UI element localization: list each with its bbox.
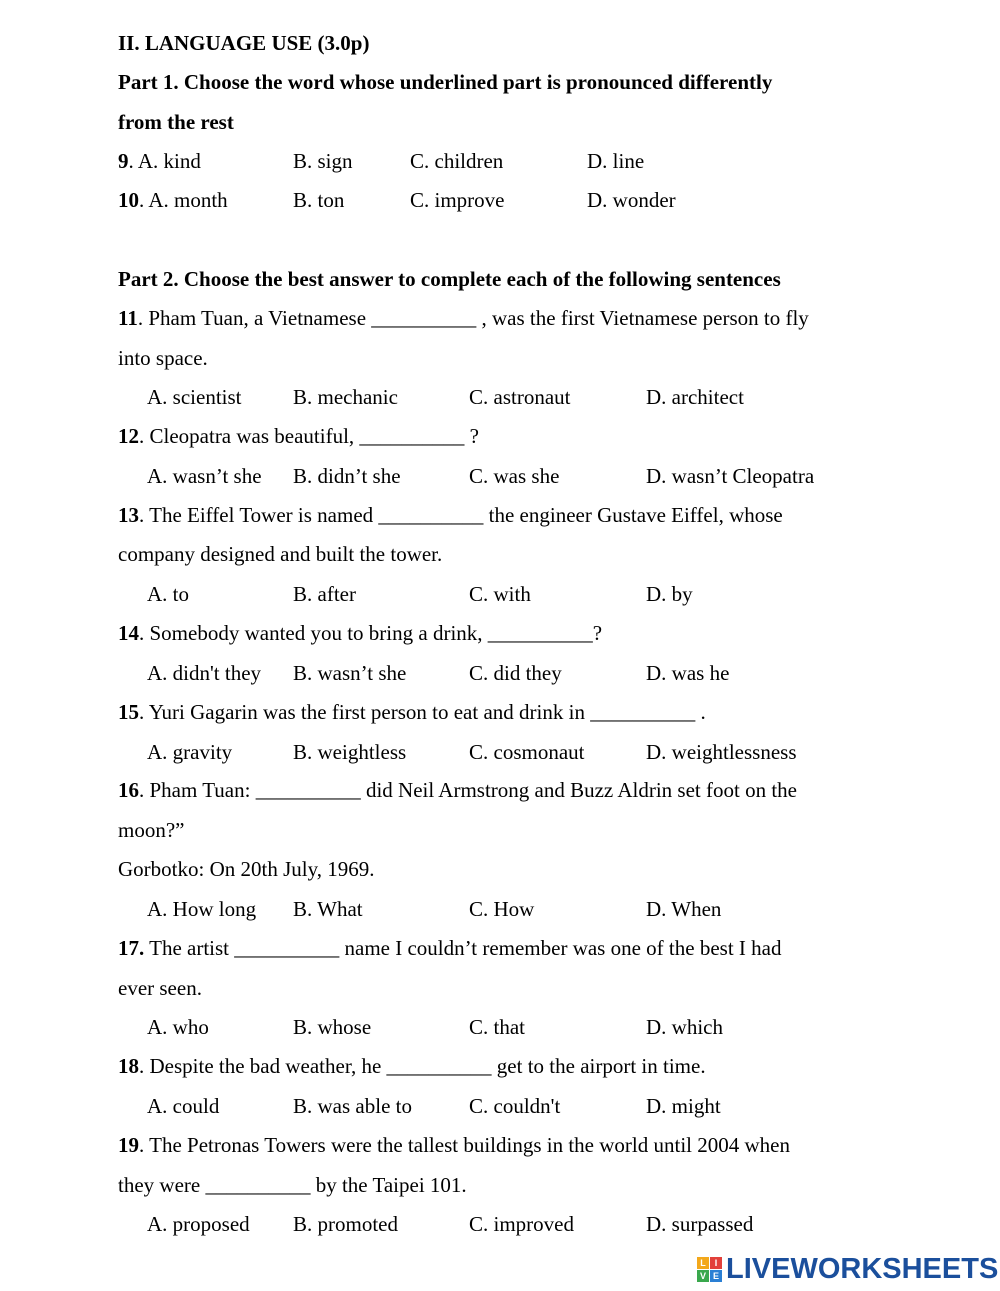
logo-mark-letter: I [710,1257,722,1269]
option-a[interactable]: A. wasn’t she [147,464,262,488]
logo-mark-letter: E [710,1270,722,1282]
question-number: 17. [118,936,145,960]
option-d[interactable]: D. line [587,149,645,173]
option-c[interactable]: C. that [469,1015,525,1039]
option-a[interactable]: A. could [147,1094,220,1118]
option-b[interactable]: B. What [293,897,363,921]
option-d[interactable]: D. wonder [587,188,676,212]
option-c[interactable]: C. did they [469,661,562,685]
question-number: 19 [118,1133,139,1157]
option-b[interactable]: B. sign [293,149,353,173]
option-a[interactable]: A. scientist [147,385,242,409]
question-stem: . Pham Tuan: __________ did Neil Armstrong and Buzz Aldrin set foot on the [139,778,797,802]
option-a[interactable]: A. gravity [147,740,233,764]
option-c[interactable]: C. astronaut [469,385,571,409]
option-a[interactable]: A. who [147,1015,209,1039]
option-d[interactable]: D. by [646,582,693,606]
option-c[interactable]: C. was she [469,464,560,488]
option-d[interactable]: D. weightlessness [646,740,797,764]
question-18 [118,1053,706,1079]
question-16-cont: moon?” [118,818,185,842]
option-d[interactable]: D. which [646,1015,723,1039]
question-11 [118,305,809,331]
question-13-cont: company designed and built the tower. [118,542,443,566]
question-number: 11 [118,306,138,330]
logo-text: LIVEWORKSHEETS [726,1252,999,1285]
option-b[interactable]: B. was able to [293,1094,412,1118]
logo-mark-icon [697,1257,722,1282]
option-b[interactable]: B. wasn’t she [293,661,407,685]
section-title: II. LANGUAGE USE (3.0p) [118,31,370,55]
option-a[interactable]: A. didn't they [147,661,262,685]
option-b[interactable]: B. after [293,582,356,606]
option-b[interactable]: B. mechanic [293,385,398,409]
question-12 [118,423,479,449]
question-stem: . Somebody wanted you to bring a drink, __________? [139,621,603,645]
question-stem: . A. month [139,188,228,212]
question-stem: . A. kind [128,149,201,173]
question-number: 15 [118,700,139,724]
logo-mark-letter: V [697,1270,709,1282]
question-number: 13 [118,503,139,527]
liveworksheets-logo[interactable] [697,1252,998,1286]
option-d[interactable]: D. might [646,1094,721,1118]
question-9 [118,148,201,174]
question-15 [118,699,706,725]
question-16-reply: Gorbotko: On 20th July, 1969. [118,857,375,881]
option-c[interactable]: C. cosmonaut [469,740,585,764]
option-d[interactable]: D. was he [646,661,730,685]
logo-mark-letter: L [697,1257,709,1269]
option-b[interactable]: B. weightless [293,740,407,764]
question-17 [118,935,781,961]
question-number: 14 [118,621,139,645]
question-stem: . Despite the bad weather, he __________ get to the airport in time. [139,1054,706,1078]
option-c[interactable]: C. children [410,149,504,173]
option-d[interactable]: D. wasn’t Cleopatra [646,464,815,488]
question-17-cont: ever seen. [118,976,202,1000]
option-c[interactable]: C. How [469,897,535,921]
question-10 [118,187,228,213]
question-19 [118,1132,790,1158]
question-number: 12 [118,424,139,448]
question-16 [118,777,797,803]
option-c[interactable]: C. with [469,582,531,606]
question-13 [118,502,783,528]
option-a[interactable]: A. to [147,582,189,606]
option-a[interactable]: A. How long [147,897,257,921]
option-c[interactable]: C. improve [410,188,505,212]
question-stem: The artist __________ name I couldn’t remember was one of the best I had [144,936,782,960]
option-c[interactable]: C. couldn't [469,1094,561,1118]
question-number: 10 [118,188,139,212]
option-a[interactable]: A. proposed [147,1212,250,1236]
option-d[interactable]: D. architect [646,385,744,409]
option-b[interactable]: B. ton [293,188,345,212]
question-stem: . The Eiffel Tower is named __________ the engineer Gustave Eiffel, whose [139,503,783,527]
question-14 [118,620,602,646]
option-b[interactable]: B. didn’t she [293,464,401,488]
question-stem: . Yuri Gagarin was the first person to eat and drink in __________ . [139,700,706,724]
part2-heading: Part 2. Choose the best answer to complete each of the following sentences [118,267,781,291]
question-11-cont: into space. [118,346,208,370]
question-stem: . Pham Tuan, a Vietnamese __________ , was the first Vietnamese person to fly [137,306,809,330]
part1-heading-line2: from the rest [118,110,234,134]
question-19-cont: they were __________ by the Taipei 101. [118,1173,467,1197]
question-stem: . Cleopatra was beautiful, __________ ? [139,424,479,448]
question-number: 18 [118,1054,139,1078]
option-b[interactable]: B. promoted [293,1212,398,1236]
part1-heading-line1: Part 1. Choose the word whose underlined part is pronounced differently [118,70,773,94]
question-number: 16 [118,778,139,802]
option-c[interactable]: C. improved [469,1212,574,1236]
option-d[interactable]: D. surpassed [646,1212,754,1236]
question-stem: . The Petronas Towers were the tallest buildings in the world until 2004 when [139,1133,790,1157]
question-number: 9 [118,149,129,173]
option-d[interactable]: D. When [646,897,722,921]
option-b[interactable]: B. whose [293,1015,372,1039]
